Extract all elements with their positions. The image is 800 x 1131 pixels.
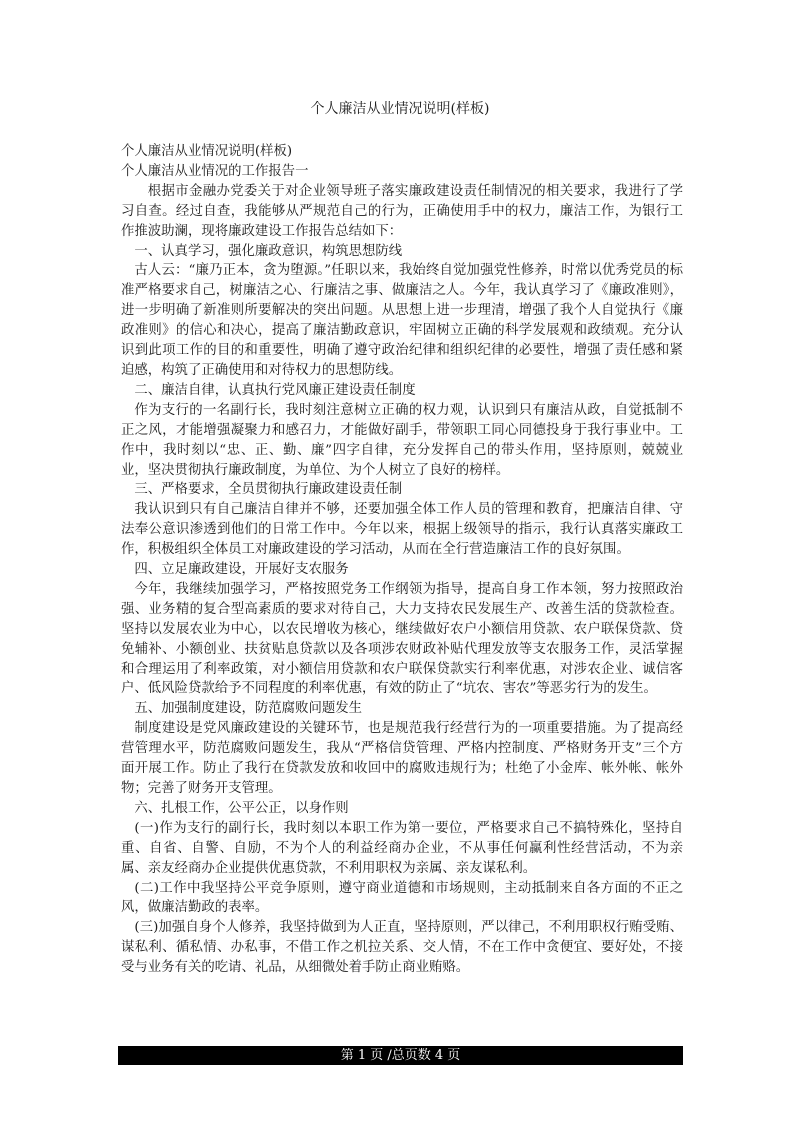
section-6-heading: 六、扎根工作，公平公正，以身作则 — [134, 800, 349, 816]
page-number-footer: 第 1 页 /总页数 4 页 — [118, 1046, 683, 1065]
section-2-heading: 二、廉洁自律，认真执行党风廉正建设责任制度 — [134, 382, 416, 398]
section-6-item-2: (二)工作中我坚持公平竞争原则，遵守商业道德和市场规则，主动抵制来自各方面的不正之风，做廉洁勤政的表率。 — [121, 880, 683, 916]
section-2-text: 作为支行的一名副行长，我时刻注意树立正确的权力观，认识到只有廉洁从政，自觉抵制不正之风，才能增强凝聚力和感召力，才能做好副手，带领职工同心同德投身于我行事业中。工作中，我时刻以“忠、正、勤、廉”四字自律，充分发挥自己的带头作用，坚持原则，兢兢业业，坚决贯彻执行廉政制度，为单位、为个人树立了良好的榜样。 — [121, 402, 683, 478]
section-4-text: 今年，我继续加强学习，严格按照党务工作纲领为指导，提高自身工作本领，努力按照政治强、业务精的复合型高素质的要求对待自己，大力支持农民发展生产、改善生活的贷款检查。坚持以发展农业为中心，以农民增收为核心，继续做好农户小额信用贷款、农户联保贷款、贷免辅补、小额创业、扶贫贴息贷款以及各项涉农财政补贴代理发放等支农服务工作，灵活掌握和合理运用了利率政策，对小额信用贷款和农户联保贷款实行利率优惠，对涉农企业、诚信客户、低风险贷款给予不同程度的利率优惠，有效的防止了“坑农、害农”等恶劣行为的发生。 — [121, 581, 683, 697]
section-3-text: 我认识到只有自己廉洁自律并不够，还要加强全体工作人员的管理和教育，把廉洁自律、守法奉公意识渗透到他们的日常工作中。今年以来，根据上级领导的指示，我行认真落实廉政工作，积极组织全体员工对廉政建设的学习活动，从而在全行营造廉洁工作的良好氛围。 — [121, 502, 683, 558]
section-1-heading: 一、认真学习，强化廉政意识，构筑思想防线 — [134, 243, 403, 259]
subtitle-sample: 个人廉洁从业情况说明(样板) — [121, 144, 293, 159]
section-3-heading: 三、严格要求，全员贯彻执行廉政建设责任制 — [134, 482, 403, 498]
section-6-item-3: (三)加强自身个人修养，我坚持做到为人正直，坚持原则，严以律己，不利用职权行贿受贿、谋私利、循私情、办私事，不借工作之机拉关系、交人情，不在工作中贪便宜、要好处，不接受与业务有关的吃请、礼品，从细微处着手防止商业贿赂。 — [121, 920, 683, 976]
section-5-heading: 五、加强制度建设，防范腐败问题发生 — [134, 701, 363, 717]
subtitle-report: 个人廉洁从业情况的工作报告一 — [121, 163, 309, 179]
document-title: 个人廉洁从业情况说明(样板) — [310, 101, 490, 117]
section-6-item-1: (一)作为支行的副行长，我时刻以本职工作为第一要位，严格要求自己不搞特殊化，坚持自重、自省、自警、自励，不为个人的利益经商办企业，不从事任何赢利性经营活动，不为亲属、亲友经商办企业提供优惠贷款，不利用职权为亲属、亲友谋私利。 — [121, 820, 683, 876]
document-body — [121, 142, 683, 978]
section-5-text: 制度建设是党风廉政建设的关键环节，也是规范我行经营行为的一项重要措施。为了提高经营管理水平，防范腐败问题发生，我从“严格信贷管理、严格内控制度、严格财务开支”三个方面开展工作。防止了我行在贷款发放和收回中的腐败违规行为；杜绝了小金库、帐外帐、帐外物；完善了财务开支管理。 — [121, 721, 683, 796]
section-1-text: 古人云：“廉乃正本，贪为堕源。”任职以来，我始终自觉加强党性修养，时常以优秀党员的标准严格要求自己，树廉洁之心、行廉洁之事、做廉洁之人。今年，我认真学习了《廉政准则》，进一步明确了新准则所要解决的突出问题。从思想上进一步理清，增强了我个人自觉执行《廉政准则》的信心和决心，提高了廉洁勤政意识，牢固树立正确的科学发展观和政绩观。充分认识到此项工作的目的和重要性，明确了遵守政治纪律和组织纪律的必要性，增强了责任感和紧迫感，构筑了正确使用和对待权力的思想防线。 — [121, 263, 683, 378]
section-4-heading: 四、立足廉政建设，开展好支农服务 — [134, 562, 349, 578]
intro-paragraph: 根据市金融办党委关于对企业领导班子落实廉政建设责任制情况的相关要求，我进行了学习自查。经过自查，我能够从严规范自己的行为，正确使用手中的权力，廉洁工作，为银行工作推波助澜，现将廉政建设工作报告总结如下： — [121, 183, 683, 239]
